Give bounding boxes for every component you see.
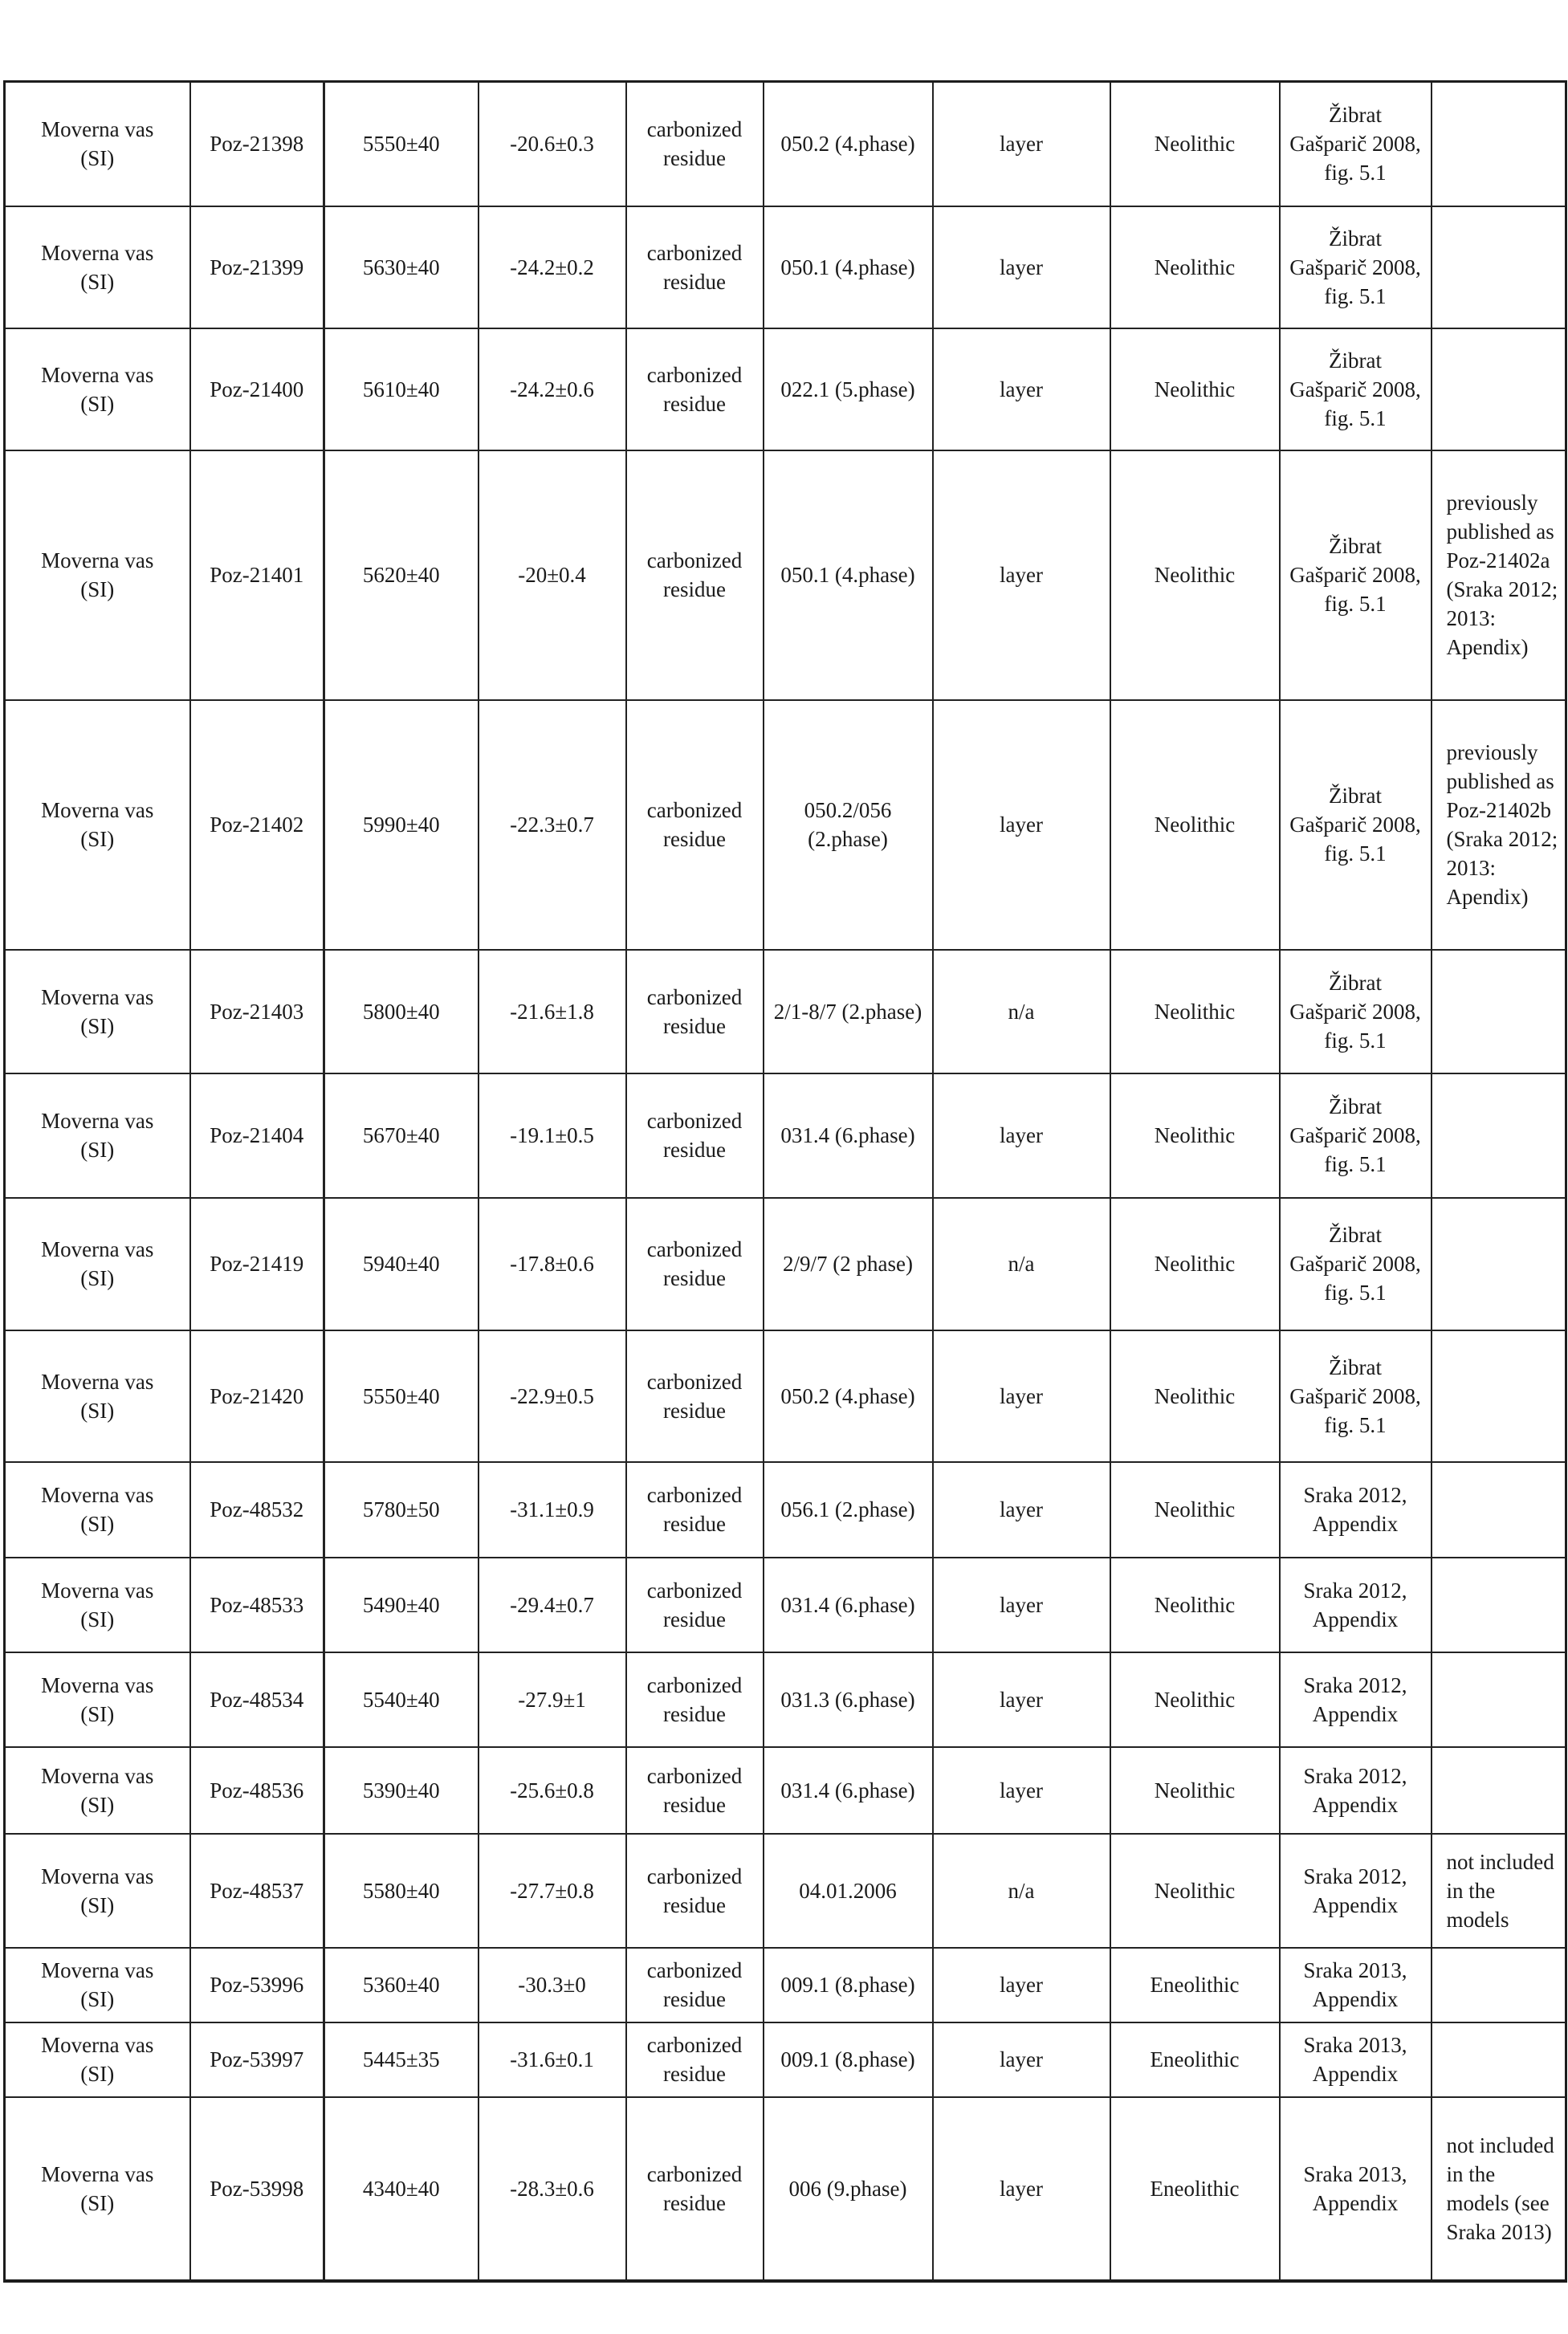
context-type-cell: layer [933, 700, 1110, 950]
delta-c13-cell: -27.7±0.8 [479, 1834, 626, 1948]
lab-code-cell: Poz-48534 [190, 1652, 324, 1747]
bp-date-cell: 5940±40 [324, 1198, 479, 1330]
note-cell [1432, 950, 1566, 1073]
context-cell: 050.1 (4.phase) [764, 450, 933, 700]
reference-cell: Sraka 2012, Appendix [1280, 1558, 1432, 1652]
lab-code-cell: Poz-48533 [190, 1558, 324, 1652]
context-type-cell: n/a [933, 1834, 1110, 1948]
bp-date-cell: 5670±40 [324, 1073, 479, 1198]
context-type-cell: layer [933, 206, 1110, 328]
period-cell: Eneolithic [1110, 2022, 1280, 2097]
material-cell: carbonized residue [626, 1948, 764, 2022]
delta-c13-cell: -22.3±0.7 [479, 700, 626, 950]
context-cell: 050.2 (4.phase) [764, 1330, 933, 1462]
material-cell: carbonized residue [626, 206, 764, 328]
material-cell: carbonized residue [626, 1462, 764, 1558]
delta-c13-cell: -31.1±0.9 [479, 1462, 626, 1558]
material-cell: carbonized residue [626, 1558, 764, 1652]
context-cell: 031.4 (6.phase) [764, 1558, 933, 1652]
period-cell: Neolithic [1110, 1462, 1280, 1558]
reference-cell: Žibrat Gašparič 2008, fig. 5.1 [1280, 328, 1432, 450]
material-cell: carbonized residue [626, 1747, 764, 1834]
delta-c13-cell: -19.1±0.5 [479, 1073, 626, 1198]
note-cell [1432, 206, 1566, 328]
bp-date-cell: 5360±40 [324, 1948, 479, 2022]
reference-cell: Žibrat Gašparič 2008, fig. 5.1 [1280, 1073, 1432, 1198]
period-cell: Neolithic [1110, 1747, 1280, 1834]
delta-c13-cell: -31.6±0.1 [479, 2022, 626, 2097]
lab-code-cell: Poz-48532 [190, 1462, 324, 1558]
period-cell: Neolithic [1110, 450, 1280, 700]
reference-cell: Žibrat Gašparič 2008, fig. 5.1 [1280, 950, 1432, 1073]
period-cell: Neolithic [1110, 206, 1280, 328]
delta-c13-cell: -20.6±0.3 [479, 82, 626, 206]
site-cell: Moverna vas (SI) [5, 1834, 190, 1948]
site-cell: Moverna vas (SI) [5, 1073, 190, 1198]
reference-cell: Sraka 2012, Appendix [1280, 1747, 1432, 1834]
material-cell: carbonized residue [626, 700, 764, 950]
period-cell: Neolithic [1110, 1073, 1280, 1198]
context-cell: 031.4 (6.phase) [764, 1747, 933, 1834]
context-type-cell: layer [933, 1948, 1110, 2022]
context-type-cell: layer [933, 1330, 1110, 1462]
document-page [3, 80, 1565, 2283]
delta-c13-cell: -21.6±1.8 [479, 950, 626, 1073]
bp-date-cell: 5780±50 [324, 1462, 479, 1558]
lab-code-cell: Poz-21404 [190, 1073, 324, 1198]
context-type-cell: layer [933, 450, 1110, 700]
note-cell [1432, 1462, 1566, 1558]
period-cell: Neolithic [1110, 328, 1280, 450]
lab-code-cell: Poz-48536 [190, 1747, 324, 1834]
period-cell: Eneolithic [1110, 1948, 1280, 2022]
lab-code-cell: Poz-21420 [190, 1330, 324, 1462]
site-cell: Moverna vas (SI) [5, 1747, 190, 1834]
delta-c13-cell: -24.2±0.6 [479, 328, 626, 450]
site-cell: Moverna vas (SI) [5, 1198, 190, 1330]
delta-c13-cell: -22.9±0.5 [479, 1330, 626, 1462]
note-cell [1432, 1330, 1566, 1462]
bp-date-cell: 4340±40 [324, 2097, 479, 2281]
note-cell: previously published as Poz-21402a (Sraka 2012; 2013: Apendix) [1432, 450, 1566, 700]
context-cell: 04.01.2006 [764, 1834, 933, 1948]
period-cell: Neolithic [1110, 1652, 1280, 1747]
reference-cell: Sraka 2012, Appendix [1280, 1652, 1432, 1747]
context-cell: 050.2/056 (2.phase) [764, 700, 933, 950]
note-cell [1432, 1652, 1566, 1747]
reference-cell: Sraka 2012, Appendix [1280, 1834, 1432, 1948]
table-row [5, 700, 1566, 950]
delta-c13-cell: -20±0.4 [479, 450, 626, 700]
table-row [5, 328, 1566, 450]
context-type-cell: layer [933, 1747, 1110, 1834]
material-cell: carbonized residue [626, 950, 764, 1073]
radiocarbon-dates-table [3, 80, 1567, 2283]
period-cell: Neolithic [1110, 1198, 1280, 1330]
bp-date-cell: 5630±40 [324, 206, 479, 328]
site-cell: Moverna vas (SI) [5, 1462, 190, 1558]
note-cell [1432, 82, 1566, 206]
context-type-cell: layer [933, 1558, 1110, 1652]
delta-c13-cell: -28.3±0.6 [479, 2097, 626, 2281]
site-cell: Moverna vas (SI) [5, 700, 190, 950]
material-cell: carbonized residue [626, 1330, 764, 1462]
context-cell: 009.1 (8.phase) [764, 2022, 933, 2097]
context-cell: 031.3 (6.phase) [764, 1652, 933, 1747]
context-type-cell: n/a [933, 950, 1110, 1073]
bp-date-cell: 5540±40 [324, 1652, 479, 1747]
period-cell: Neolithic [1110, 950, 1280, 1073]
delta-c13-cell: -17.8±0.6 [479, 1198, 626, 1330]
table-body [5, 82, 1566, 2281]
note-cell [1432, 1948, 1566, 2022]
context-cell: 031.4 (6.phase) [764, 1073, 933, 1198]
site-cell: Moverna vas (SI) [5, 1330, 190, 1462]
site-cell: Moverna vas (SI) [5, 2022, 190, 2097]
context-cell: 050.1 (4.phase) [764, 206, 933, 328]
table-row [5, 1330, 1566, 1462]
note-cell [1432, 1747, 1566, 1834]
note-cell: not included in the models [1432, 1834, 1566, 1948]
table-row [5, 1558, 1566, 1652]
table-row [5, 206, 1566, 328]
context-type-cell: n/a [933, 1198, 1110, 1330]
context-cell: 009.1 (8.phase) [764, 1948, 933, 2022]
material-cell: carbonized residue [626, 450, 764, 700]
reference-cell: Žibrat Gašparič 2008, fig. 5.1 [1280, 450, 1432, 700]
context-type-cell: layer [933, 82, 1110, 206]
note-cell [1432, 1558, 1566, 1652]
context-cell: 050.2 (4.phase) [764, 82, 933, 206]
material-cell: carbonized residue [626, 2022, 764, 2097]
lab-code-cell: Poz-48537 [190, 1834, 324, 1948]
lab-code-cell: Poz-21400 [190, 328, 324, 450]
lab-code-cell: Poz-53996 [190, 1948, 324, 2022]
context-type-cell: layer [933, 1073, 1110, 1198]
note-cell [1432, 328, 1566, 450]
period-cell: Neolithic [1110, 1834, 1280, 1948]
table-row [5, 1652, 1566, 1747]
bp-date-cell: 5445±35 [324, 2022, 479, 2097]
bp-date-cell: 5390±40 [324, 1747, 479, 1834]
bp-date-cell: 5550±40 [324, 82, 479, 206]
lab-code-cell: Poz-21402 [190, 700, 324, 950]
note-cell [1432, 2022, 1566, 2097]
site-cell: Moverna vas (SI) [5, 950, 190, 1073]
reference-cell: Žibrat Gašparič 2008, fig. 5.1 [1280, 700, 1432, 950]
reference-cell: Žibrat Gašparič 2008, fig. 5.1 [1280, 206, 1432, 328]
delta-c13-cell: -25.6±0.8 [479, 1747, 626, 1834]
delta-c13-cell: -24.2±0.2 [479, 206, 626, 328]
site-cell: Moverna vas (SI) [5, 82, 190, 206]
bp-date-cell: 5990±40 [324, 700, 479, 950]
note-cell [1432, 1198, 1566, 1330]
table-row [5, 2022, 1566, 2097]
reference-cell: Sraka 2013, Appendix [1280, 1948, 1432, 2022]
note-cell [1432, 1073, 1566, 1198]
table-row [5, 82, 1566, 206]
period-cell: Neolithic [1110, 82, 1280, 206]
lab-code-cell: Poz-21401 [190, 450, 324, 700]
context-cell: 006 (9.phase) [764, 2097, 933, 2281]
reference-cell: Žibrat Gašparič 2008, fig. 5.1 [1280, 82, 1432, 206]
material-cell: carbonized residue [626, 328, 764, 450]
material-cell: carbonized residue [626, 1834, 764, 1948]
material-cell: carbonized residue [626, 2097, 764, 2281]
period-cell: Neolithic [1110, 700, 1280, 950]
bp-date-cell: 5550±40 [324, 1330, 479, 1462]
context-type-cell: layer [933, 1462, 1110, 1558]
context-cell: 2/9/7 (2 phase) [764, 1198, 933, 1330]
delta-c13-cell: -27.9±1 [479, 1652, 626, 1747]
site-cell: Moverna vas (SI) [5, 206, 190, 328]
context-cell: 2/1-8/7 (2.phase) [764, 950, 933, 1073]
reference-cell: Sraka 2012, Appendix [1280, 1462, 1432, 1558]
material-cell: carbonized residue [626, 1198, 764, 1330]
reference-cell: Sraka 2013, Appendix [1280, 2022, 1432, 2097]
note-cell: not included in the models (see Sraka 2013) [1432, 2097, 1566, 2281]
bp-date-cell: 5580±40 [324, 1834, 479, 1948]
table-row [5, 1834, 1566, 1948]
bp-date-cell: 5490±40 [324, 1558, 479, 1652]
lab-code-cell: Poz-21398 [190, 82, 324, 206]
site-cell: Moverna vas (SI) [5, 450, 190, 700]
table-row [5, 2097, 1566, 2281]
table-row [5, 450, 1566, 700]
context-type-cell: layer [933, 2097, 1110, 2281]
reference-cell: Žibrat Gašparič 2008, fig. 5.1 [1280, 1330, 1432, 1462]
lab-code-cell: Poz-53998 [190, 2097, 324, 2281]
note-cell: previously published as Poz-21402b (Sraka 2012; 2013: Apendix) [1432, 700, 1566, 950]
site-cell: Moverna vas (SI) [5, 2097, 190, 2281]
delta-c13-cell: -29.4±0.7 [479, 1558, 626, 1652]
period-cell: Eneolithic [1110, 2097, 1280, 2281]
context-type-cell: layer [933, 2022, 1110, 2097]
table-row [5, 1948, 1566, 2022]
lab-code-cell: Poz-53997 [190, 2022, 324, 2097]
period-cell: Neolithic [1110, 1558, 1280, 1652]
lab-code-cell: Poz-21419 [190, 1198, 324, 1330]
site-cell: Moverna vas (SI) [5, 1652, 190, 1747]
reference-cell: Žibrat Gašparič 2008, fig. 5.1 [1280, 1198, 1432, 1330]
bp-date-cell: 5620±40 [324, 450, 479, 700]
material-cell: carbonized residue [626, 1073, 764, 1198]
lab-code-cell: Poz-21403 [190, 950, 324, 1073]
reference-cell: Sraka 2013, Appendix [1280, 2097, 1432, 2281]
lab-code-cell: Poz-21399 [190, 206, 324, 328]
context-type-cell: layer [933, 1652, 1110, 1747]
material-cell: carbonized residue [626, 82, 764, 206]
table-row [5, 1747, 1566, 1834]
delta-c13-cell: -30.3±0 [479, 1948, 626, 2022]
context-cell: 022.1 (5.phase) [764, 328, 933, 450]
material-cell: carbonized residue [626, 1652, 764, 1747]
site-cell: Moverna vas (SI) [5, 1558, 190, 1652]
table-row [5, 1462, 1566, 1558]
table-row [5, 1198, 1566, 1330]
context-cell: 056.1 (2.phase) [764, 1462, 933, 1558]
site-cell: Moverna vas (SI) [5, 328, 190, 450]
period-cell: Neolithic [1110, 1330, 1280, 1462]
bp-date-cell: 5800±40 [324, 950, 479, 1073]
context-type-cell: layer [933, 328, 1110, 450]
site-cell: Moverna vas (SI) [5, 1948, 190, 2022]
table-row [5, 950, 1566, 1073]
bp-date-cell: 5610±40 [324, 328, 479, 450]
table-row [5, 1073, 1566, 1198]
